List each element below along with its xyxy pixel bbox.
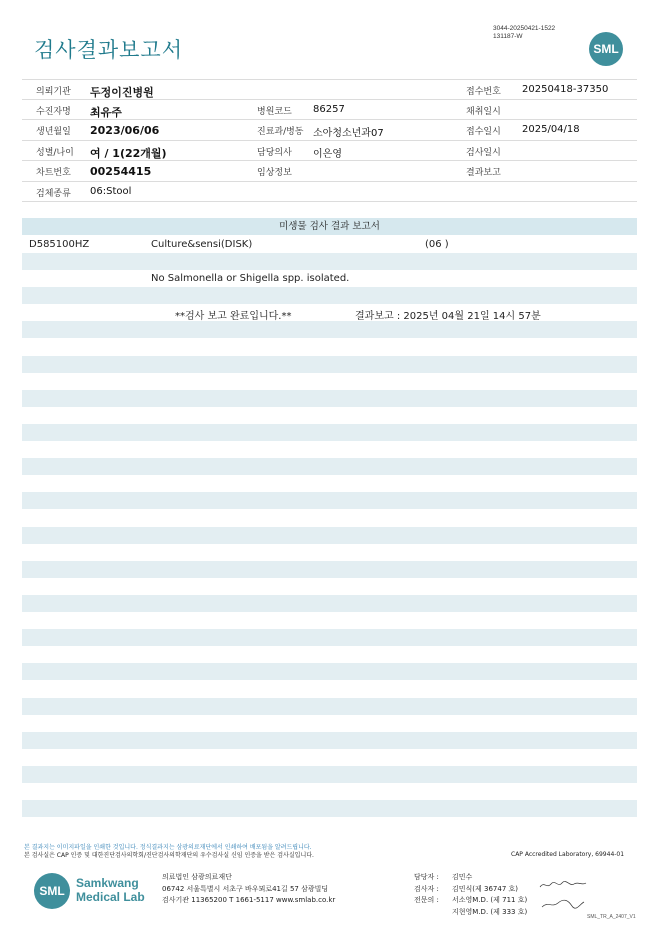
completion-text: **검사 보고 완료입니다.** [175,311,292,322]
birth-date-value: 2023/06/06 [90,124,160,137]
result-report-label: 결과보고 [466,168,501,178]
info-row [22,141,637,162]
signature [538,880,588,890]
report-stripe [22,356,637,373]
report-stripe [22,253,637,270]
report-stripe [22,424,637,441]
staff-role: 전문의 : [414,896,439,904]
report-stripe [22,321,637,338]
staff-row [414,872,527,884]
physician-label: 담당의사 [257,147,292,158]
requesting-institution-label: 의뢰기관 [36,87,71,97]
report-stripe [22,663,637,680]
chart-number-value: 00254415 [90,165,152,178]
brand-line1: Samkwang [76,876,139,890]
result-text: No Salmonella or Shigella spp. isolated. [151,273,350,284]
sex-age-label: 성별/나이 [36,147,74,158]
staff-row [414,895,527,907]
sex-age-value: 여 / 1(22개월) [90,146,167,160]
staff-name: 김민수 [452,873,473,881]
birth-date-label: 생년월일 [36,127,71,137]
report-title: 검사결과보고서 [34,38,184,62]
report-stripe [22,629,637,646]
sml-logo-mark: SML [34,873,70,909]
report-stripe [22,766,637,783]
staff-role: 담당자 : [414,873,439,881]
info-row [22,182,637,203]
staff-name: 지현영M.D. (제 333 호) [452,907,528,916]
specimen-code: (06 ) [425,239,449,250]
patient-name-value: 최유주 [90,105,122,119]
address-line2: 06742 서울특별시 서초구 바우뫼로41길 57 삼광빌딩 [162,884,329,893]
brand-line2: Medical Lab [76,890,145,904]
document-id-line1: 3044-20250421-1522 [493,25,556,32]
brand-name [76,876,145,904]
test-date-label: 검사일시 [466,147,501,158]
info-row [22,79,637,100]
footer-address [162,872,335,907]
report-stripe [22,698,637,715]
address-line1: 의료법인 삼광의료재단 [162,873,232,881]
hospital-code-value: 86257 [313,103,345,115]
footer-staff [414,872,527,918]
physician-value: 이은영 [313,148,342,160]
report-stripe [22,732,637,749]
signature [540,898,586,910]
department-value: 소아청소년과07 [313,128,384,139]
patient-name-label: 수진자명 [36,106,71,117]
accession-number-value: 20250418-37350 [522,84,609,95]
report-stripe [22,390,637,407]
info-row [22,100,637,121]
report-stripe [22,287,637,304]
report-stripe [22,458,637,475]
specimen-type-value: 06:Stool [90,185,132,197]
document-id [493,25,555,41]
received-date-value: 2025/04/18 [522,124,580,135]
cap-accreditation: CAP Accredited Laboratory, 69944-01 [511,851,625,858]
chart-number-label: 차트번호 [36,168,71,178]
staff-name: 서소영M.D. (제 711 호) [452,896,528,904]
test-name: Culture&sensi(DISK) [151,239,253,250]
report-stripe [22,595,637,612]
department-label: 진료과/병동 [257,127,304,137]
accreditation-notice: 본 검사실은 CAP 인증 및 대한진단검사의학회/진단검사의학재단의 우수검사실 신임 인증을 받은 검사실입니다. [24,852,314,859]
hospital-code-label: 병원코드 [257,106,292,117]
clinical-info-label: 임상정보 [257,168,292,178]
staff-row [414,884,527,896]
report-section-title: 미생물 검사 결과 보고서 [22,218,637,235]
report-stripe [22,492,637,509]
collection-date-label: 채취일시 [466,106,501,117]
form-number: SML_TR_A_2407_V1 [587,914,636,920]
report-time: 결과보고 : 2025년 04월 21일 14시 57분 [355,311,541,322]
patient-info-table [22,79,637,202]
report-stripe [22,527,637,544]
requesting-institution-value: 두정이진병원 [90,86,154,99]
address-line3: 검사기관 11365200 T 1661-5117 www.smlab.co.kr [162,896,336,904]
received-date-label: 접수일시 [466,127,501,137]
accession-number-label: 접수번호 [466,87,501,97]
specimen-type-label: 검체종류 [36,188,71,199]
report-stripe [22,561,637,578]
info-row [22,161,637,182]
info-row [22,120,637,141]
staff-row [414,907,527,919]
document-id-line2: 131187-W [493,33,523,40]
staff-role: 검사자 : [414,884,439,893]
report-stripe [22,800,637,817]
staff-name: 김민식(제 36747 호) [452,884,518,893]
sml-logo: SML [589,32,623,66]
test-code: D585100HZ [29,239,90,250]
image-notice: 본 결과지는 이미지파일을 인쇄한 것입니다. 정식결과지는 삼광의료재단에서 인쇄하여 배포됨을 알려드립니다. [24,844,312,851]
